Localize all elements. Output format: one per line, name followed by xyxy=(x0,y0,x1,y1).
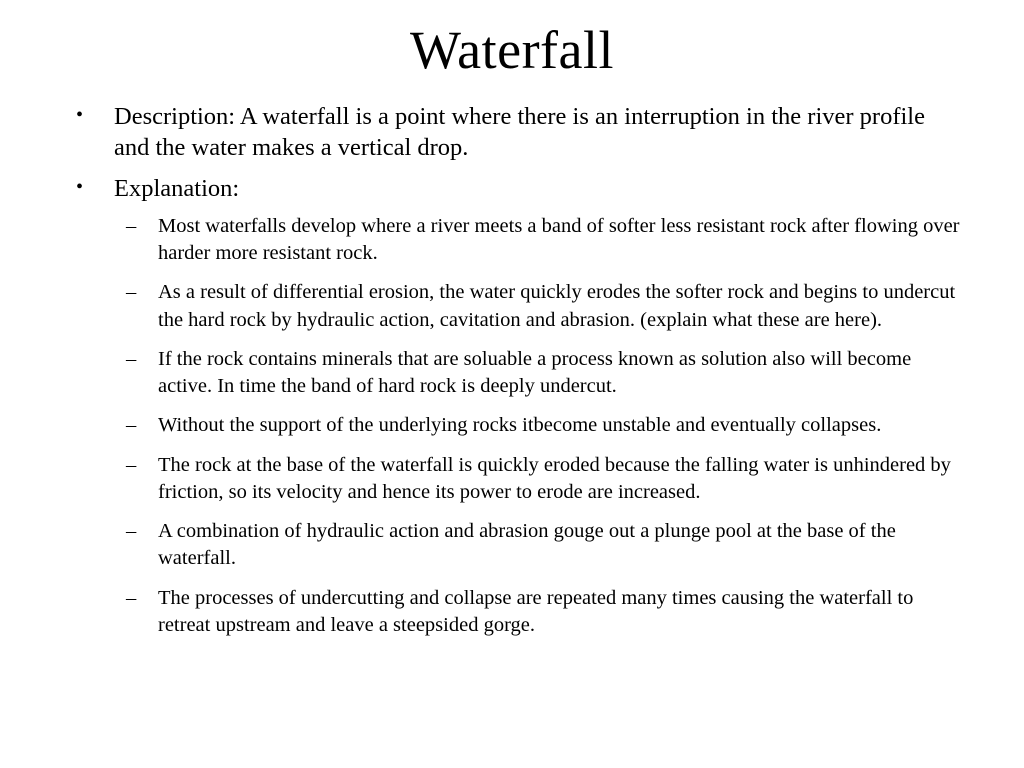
sub-list-item xyxy=(114,412,964,439)
sub-list xyxy=(114,213,964,639)
sub-list-item-text: A combination of hydraulic action and abrasion gouge out a plunge pool at the base of the waterfall. xyxy=(158,520,896,570)
list-item-text: Explanation: xyxy=(114,175,240,203)
bullet-icon: • xyxy=(76,103,84,126)
dash-icon: – xyxy=(126,453,137,476)
sub-list-item-text: If the rock contains minerals that are soluable a process known as solution also will become active. In time the band of hard rock is deeply undercut. xyxy=(158,347,912,398)
list-item-text: Description: A waterfall is a point where there is an interruption in the river profile and the water makes a vertical drop. xyxy=(114,102,925,162)
dash-icon: – xyxy=(126,347,137,370)
sub-list-item-text: Without the support of the underlying rocks itbecome unstable and eventually collapses. xyxy=(158,414,882,437)
sub-list-item xyxy=(114,346,964,401)
sub-list-item-text: The processes of undercutting and collapse are repeated many times causing the waterfall to retreat upstream and leave a steepsided gorge. xyxy=(158,586,914,636)
sub-list-item xyxy=(114,585,964,640)
dash-icon: – xyxy=(126,414,137,437)
sub-list-item xyxy=(114,213,964,268)
dash-icon: – xyxy=(126,281,137,304)
sub-list-item-text: Most waterfalls develop where a river meets a band of softer less resistant rock after flowing over harder more resistant rock. xyxy=(158,214,960,265)
dash-icon: – xyxy=(126,586,137,609)
list-item xyxy=(60,173,964,639)
sub-list-item xyxy=(114,452,964,507)
sub-list-item xyxy=(114,518,964,573)
list-item xyxy=(60,101,964,164)
sub-list-item-text: As a result of differential erosion, the water quickly erodes the softer rock and begins to undercut the hard rock by hydraulic action, cavitation and abrasion. (explain what these are here). xyxy=(158,281,956,331)
sub-list-item-text: The rock at the base of the waterfall is quickly eroded because the falling water is unhindered by friction, so its velocity and hence its power to erode are increased. xyxy=(158,453,951,503)
page-title: Waterfall xyxy=(409,20,615,80)
bullet-icon: • xyxy=(76,176,84,199)
slide-body-list xyxy=(0,79,1024,639)
dash-icon: – xyxy=(126,520,137,543)
sub-list-item xyxy=(114,279,964,334)
dash-icon: – xyxy=(126,214,137,237)
